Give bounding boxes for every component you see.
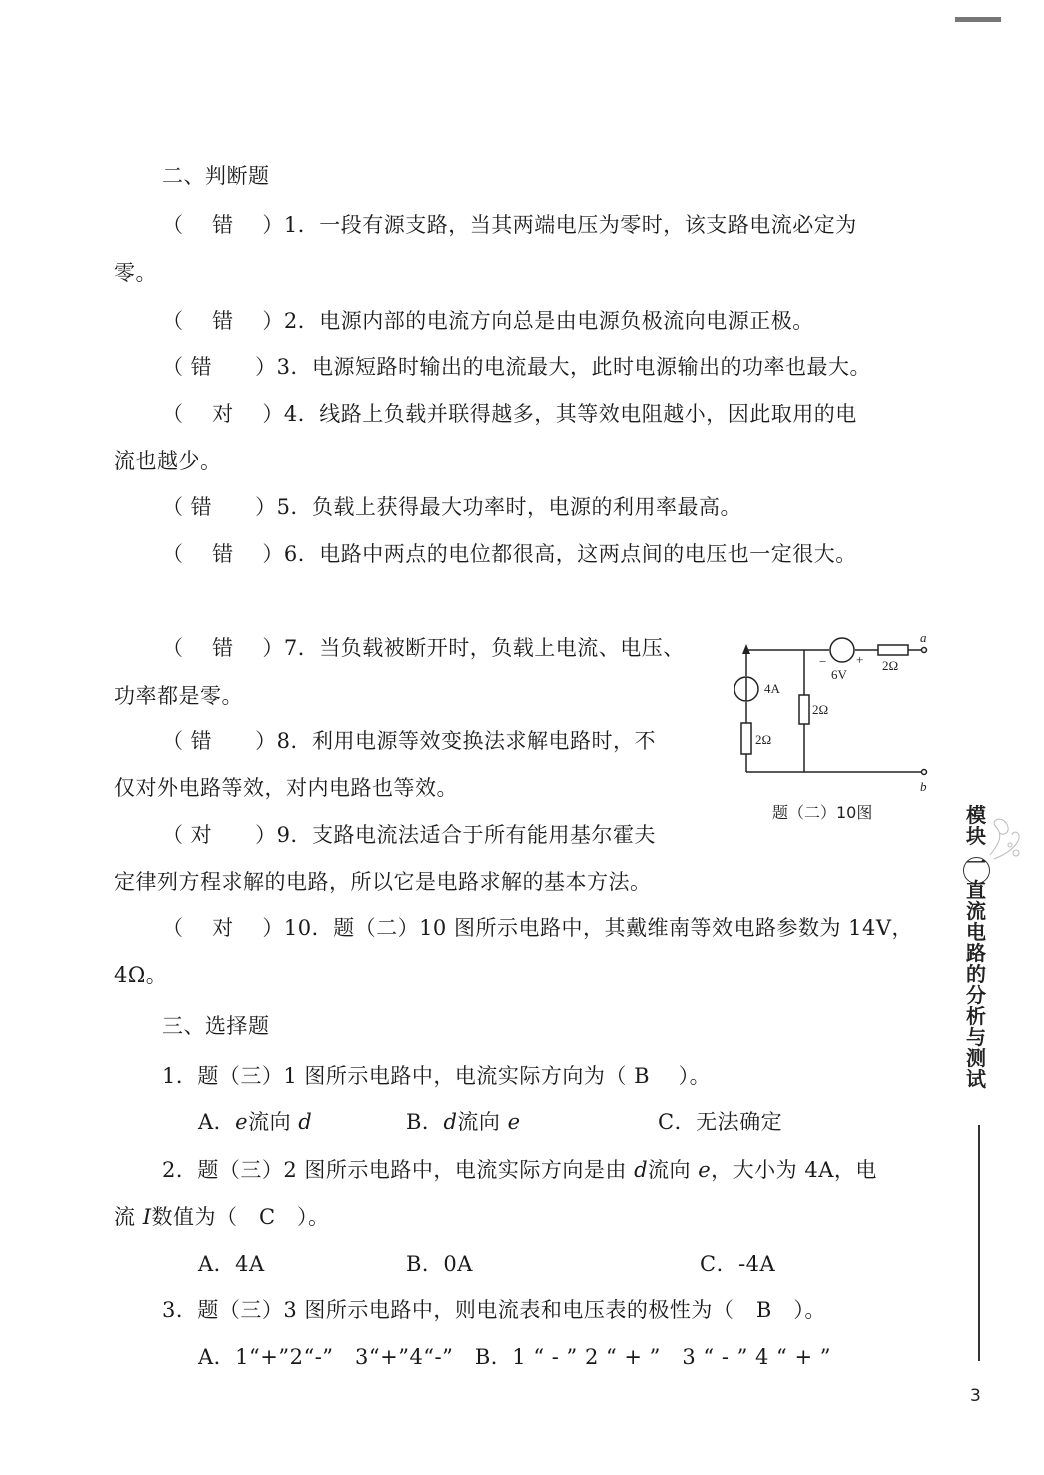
choice-question-2-option-b: B．0A: [406, 1252, 473, 1276]
choice-question-2-option-c: C．-4A: [700, 1252, 776, 1276]
top-margin-bar: [955, 17, 1001, 22]
judgment-question-3: （ 错 ）3．电源短路时输出的电流最大，此时电源输出的功率也最大。: [162, 355, 872, 379]
judgment-question-7: （ 错 ）7．当负载被断开时，负载上电流、电压、: [162, 636, 685, 660]
choice-question-2-cont: 流 I数值为（ C ）。: [114, 1205, 330, 1229]
judgment-question-9: （ 对 ）9．支路电流法适合于所有能用基尔霍夫: [162, 823, 657, 847]
judgment-question-9-cont: 定律列方程求解的电路，所以它是电路求解的基本方法。: [114, 870, 652, 894]
judgment-question-5: （ 错 ）5．负载上获得最大功率时，电源的利用率最高。: [162, 495, 743, 519]
choice-question-3: 3．题（三）3 图所示电路中，则电流表和电压表的极性为（ B ）。: [162, 1298, 826, 1322]
voltage-source-symbol: [830, 638, 854, 662]
label-r-series: 2Ω: [882, 658, 899, 673]
circuit-diagram: [734, 628, 934, 798]
resistor-middle-symbol: [799, 695, 809, 724]
side-chapter-title: 模 块 一 直 流 电 路 的 分 析 与 测 试: [966, 803, 986, 1091]
choice-question-1: 1．题（三）1 图所示电路中，电流实际方向为（ B ）。: [162, 1064, 712, 1088]
label-r-left: 2Ω: [755, 732, 772, 747]
terminal-b-dot: [922, 770, 927, 775]
judgment-question-10: （ 对 ）10．题（二）10 图所示电路中，其戴维南等效电路参数为 14V，: [162, 916, 914, 940]
judgment-question-10-cont: 4Ω。: [114, 963, 168, 987]
judgment-question-4: （ 对 ）4．线路上负载并联得越多，其等效电阻越小，因此取用的电: [162, 402, 857, 426]
choice-question-3-options: A．1“+”2“-” 3“+”4“-” B．1 “ - ” 2 “ + ” 3 “ - ” 4 “ + ”: [198, 1345, 831, 1369]
judgment-question-1: （ 错 ）1．一段有源支路，当其两端电压为零时，该支路电流必定为: [162, 213, 857, 237]
choice-question-1-option-a: A．e流向 d: [198, 1110, 313, 1134]
label-minus: −: [819, 654, 827, 669]
decorative-swirl-icon: [986, 815, 1026, 865]
label-terminal-a: a: [920, 630, 927, 645]
label-6v: 6V: [831, 667, 847, 682]
label-terminal-b: b: [920, 779, 927, 794]
label-4a: 4A: [764, 681, 780, 696]
current-arrow-icon: [742, 644, 750, 654]
section-heading-choice: 三、选择题: [162, 1014, 270, 1038]
page-number: 3: [970, 1386, 981, 1406]
judgment-question-6: （ 错 ）6．电路中两点的电位都很高，这两点间的电压也一定很大。: [162, 542, 857, 566]
choice-question-1-option-c: C．无法确定: [658, 1110, 783, 1134]
judgment-question-2: （ 错 ）2．电源内部的电流方向总是由电源负极流向电源正极。: [162, 309, 814, 333]
side-divider-line: [978, 1125, 980, 1361]
judgment-question-8: （ 错 ）8．利用电源等效变换法求解电路时，不: [162, 729, 657, 753]
choice-question-1-option-b: B．d流向 e: [406, 1110, 521, 1134]
section-heading-judgment: 二、判断题: [162, 164, 270, 188]
judgment-question-4-cont: 流也越少。: [114, 449, 222, 473]
choice-question-2: 2．题（三）2 图所示电路中，电流实际方向是由 d流向 e，大小为 4A，电: [162, 1158, 877, 1182]
choice-question-2-option-a: A．4A: [198, 1252, 265, 1276]
label-plus: +: [856, 652, 864, 667]
judgment-question-1-cont: 零。: [114, 261, 157, 285]
figure-caption: 题（二）10图: [772, 803, 873, 822]
label-r-middle: 2Ω: [812, 702, 829, 717]
judgment-question-8-cont: 仅对外电路等效，对内电路也等效。: [114, 776, 458, 800]
resistor-left-symbol: [741, 723, 751, 754]
terminal-a-dot: [922, 648, 927, 653]
judgment-question-7-cont: 功率都是零。: [114, 684, 243, 708]
resistor-series-symbol: [878, 645, 908, 655]
